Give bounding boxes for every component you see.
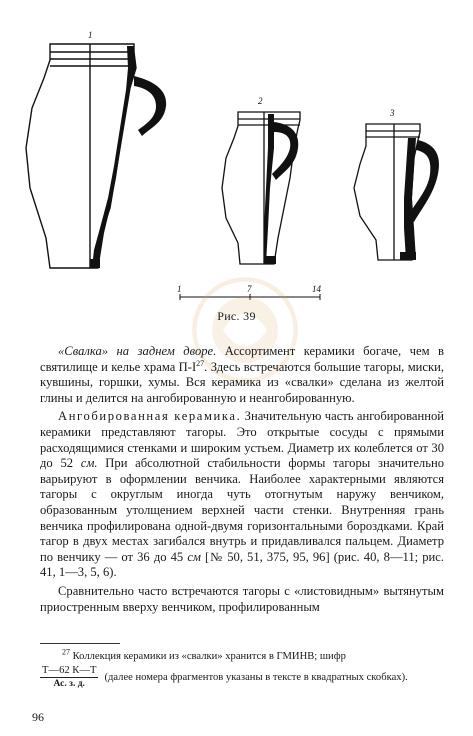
p1-text: Ассортимент керамики богаче, чем в святилище и келье храма П-I — [40, 344, 445, 374]
cipher-fraction — [40, 664, 98, 692]
p2-unit-2: см — [187, 549, 201, 564]
p1-italic-lead: «Свалка» на заднем дворе. — [58, 344, 217, 358]
footnote-text-1: Коллекция керамики из «свалки» хранится в ГМИНВ; шифр — [70, 651, 346, 662]
vessel-3 — [354, 124, 439, 260]
paragraph-1 — [40, 344, 444, 406]
footnote-line-1 — [40, 647, 450, 664]
footnote — [40, 647, 450, 692]
footnote-divider — [40, 643, 120, 644]
footnote-ref: 27 — [196, 358, 205, 368]
footnote-line-2 — [40, 664, 450, 692]
paragraph-3: Сравнительно часто встречаются тагоры с «листовидным» вытянутым приостренным вверху венчиком, профилированным — [40, 583, 444, 614]
p2-text: Значительную часть ангобированной керамики представляют тагоры. Это открытые сосуды с прямыми расходящимися стенками и широким устьем. Диаметр их колеблется от 30 до 52 — [40, 409, 444, 471]
scale-label-14: 14 — [312, 284, 321, 294]
vessel-label-2: 2 — [258, 96, 263, 106]
p2-heading: Ангобированная керамика. — [58, 409, 242, 424]
p2-tail: [№ 50, 51, 375, 95, 96] (рис. 40, 8—11; рис. 41, 1—3, 5, 6). — [40, 549, 445, 580]
vessel-2 — [222, 112, 300, 264]
p2-text-2: При абсолютной стабильности формы тагоры значительно варьируют в оформлении венчика. Наиболее характерными являются тагоры с округлым иногда чуть отогнутым наружу венчиком, образованным утолщением верхней части стенки. Внутренняя грань венчика профилирована одной-двумя горизонтальными бороздками. Край тагор в двух местах загибался внутрь и придавливался пальцем. Диаметр по венчику — от 36 до 45 — [40, 456, 444, 564]
vessel-1 — [26, 44, 166, 268]
scale-label-1: 1 — [177, 284, 182, 294]
p1-tail: . Здесь встречаются большие тагоры, миски, кувшины, горшки, хумы. Вся керамика из «свалки» сделана из желтой глины и делится на ангобированную и неангобированную. — [40, 359, 444, 405]
paragraph-2 — [40, 409, 444, 581]
vessel-label-3: 3 — [390, 108, 395, 118]
figure-caption: Рис. 39 — [217, 309, 256, 323]
cipher-denominator: Ас. з. д. — [53, 679, 85, 689]
p2-unit-1: см. — [80, 456, 98, 471]
footnote-number: 27 — [62, 647, 70, 657]
footnote-text-2: (далее номера фрагментов указаны в тексте в квадратных скобках). — [104, 671, 408, 683]
scale-label-7: 7 — [247, 284, 252, 294]
body-text — [40, 344, 444, 615]
cipher-numerator: Т—62 К—Т — [40, 664, 98, 679]
vessel-label-1: 1 — [88, 30, 93, 40]
page-number: 96 — [32, 710, 44, 724]
